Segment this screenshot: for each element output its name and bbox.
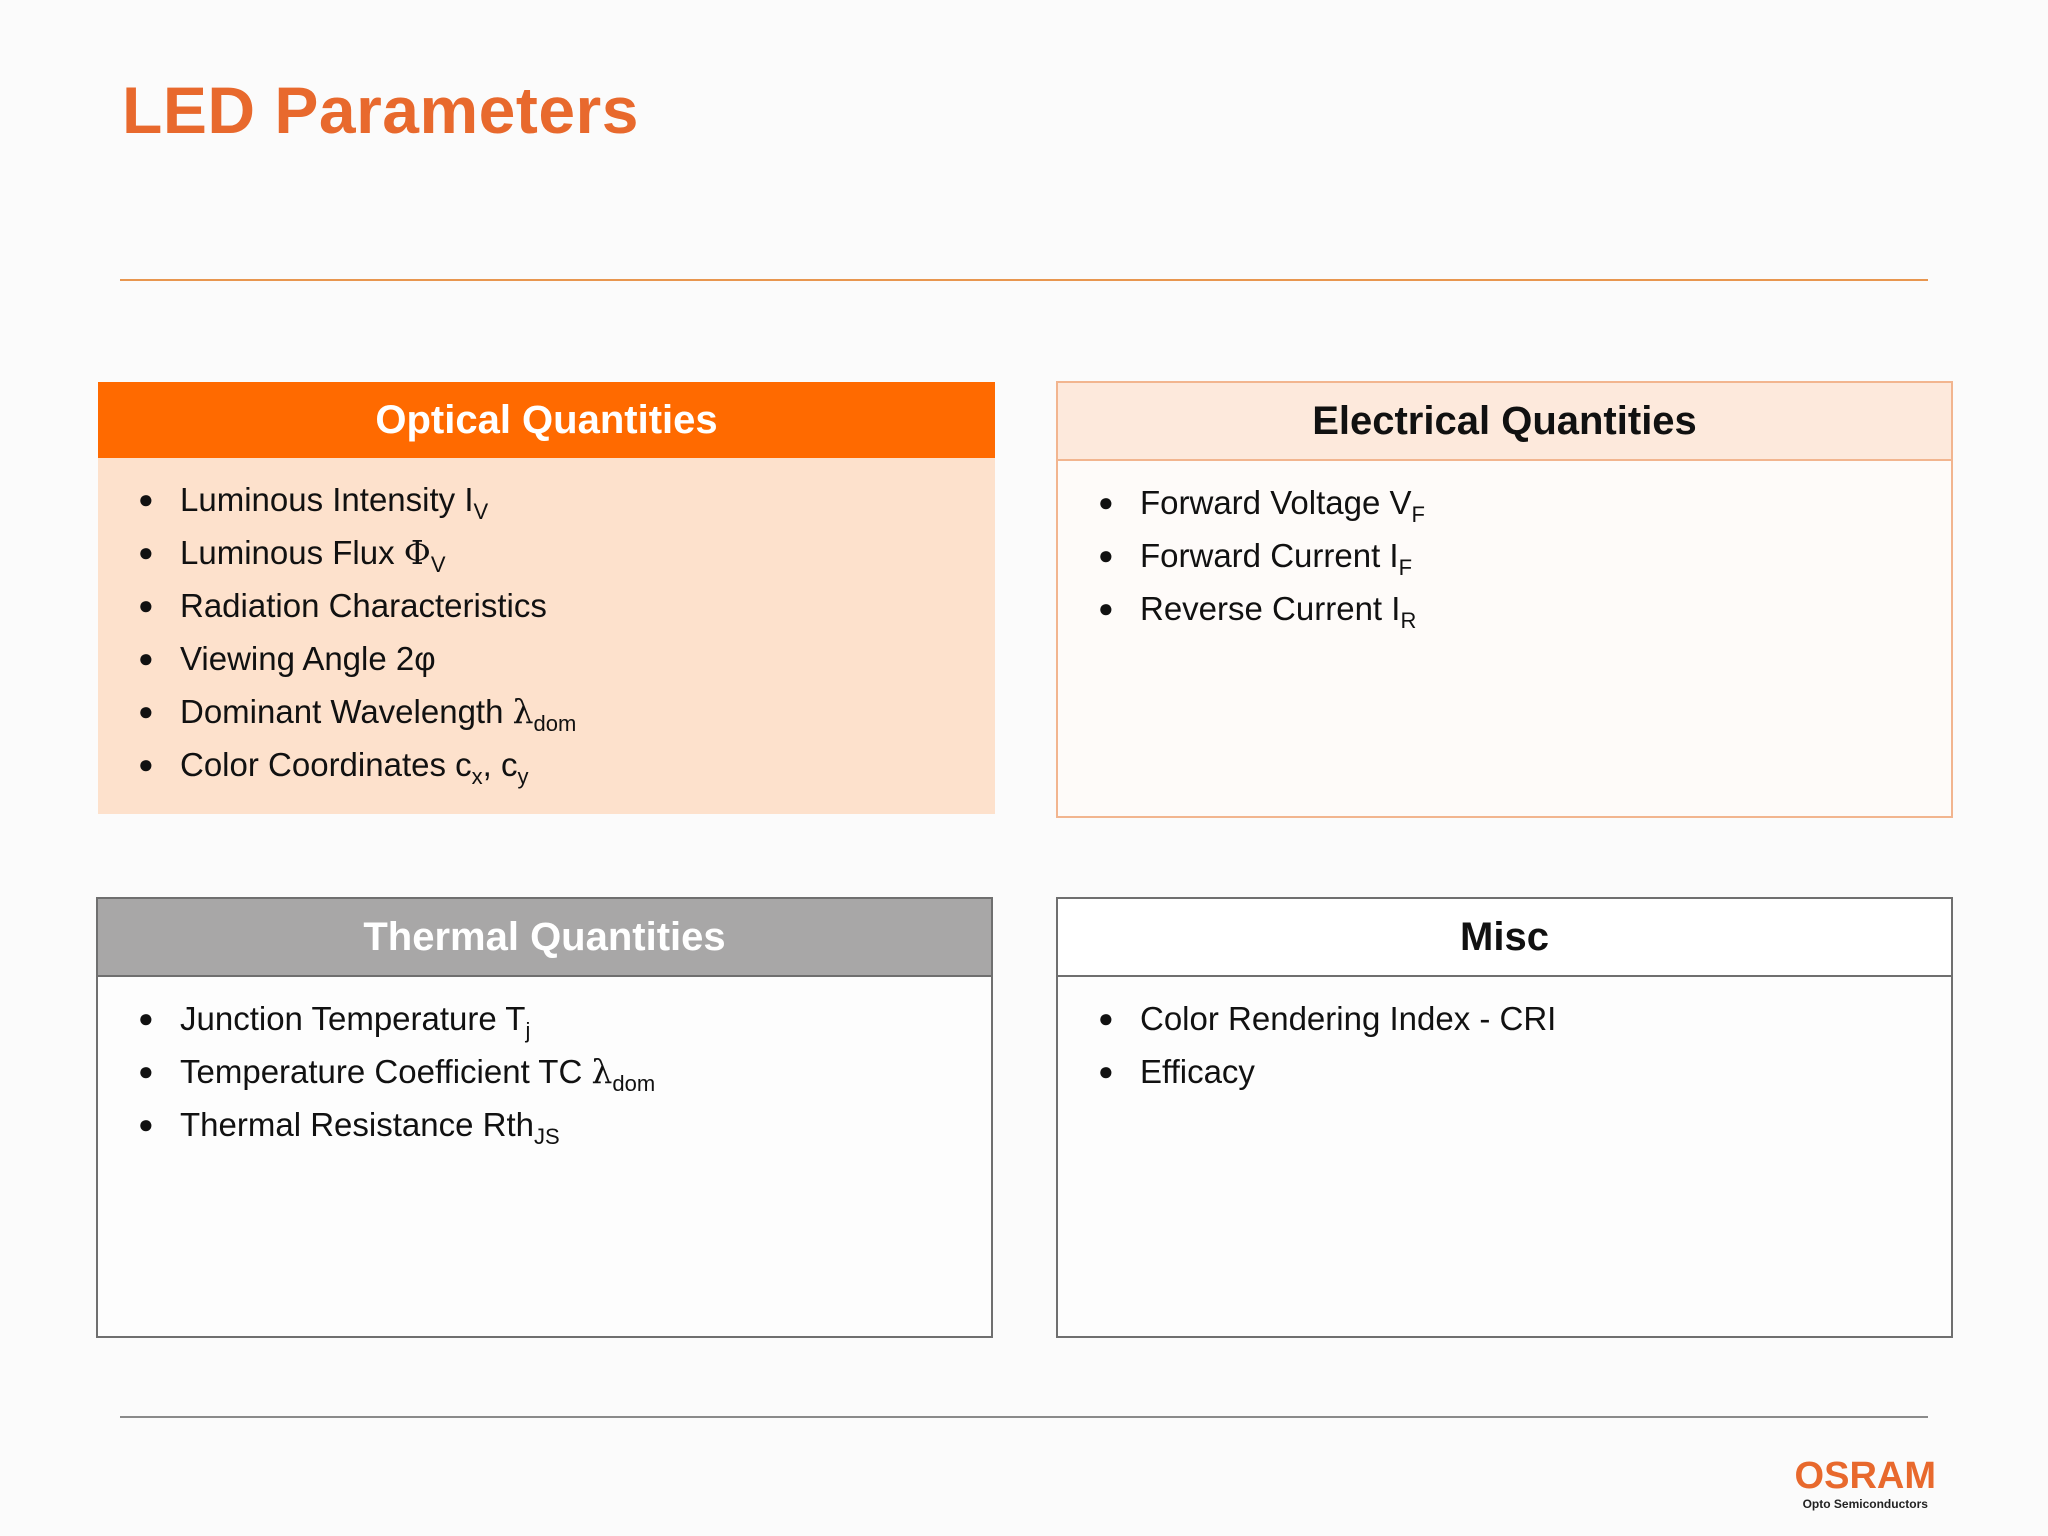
list-item-text: Color Rendering Index - CRI [1140, 1000, 1557, 1037]
bullet-icon: ● [138, 749, 154, 779]
misc-body [1058, 977, 1951, 1098]
list-item [98, 526, 995, 579]
bullet-icon: ● [138, 537, 154, 567]
list-item-text: Reverse Current I [1140, 590, 1401, 627]
list-item [1058, 992, 1951, 1045]
page-title: LED Parameters [122, 73, 639, 147]
list-item-text: Radiation Characteristics [180, 587, 547, 624]
bullet-icon: ● [138, 1056, 154, 1086]
list-item-text: Temperature Coefficient TC [180, 1053, 592, 1090]
list-item [1058, 529, 1951, 582]
list-item-text: Thermal Resistance Rth [180, 1106, 534, 1143]
list-item-sub: F [1398, 555, 1413, 580]
list-item-text: Viewing Angle 2φ [180, 640, 436, 677]
bullet-icon: ● [138, 1109, 154, 1139]
list-item-sub: j [525, 1018, 531, 1043]
list-item-text: Forward Current I [1140, 537, 1399, 574]
list-item [1058, 1045, 1951, 1098]
list-item-sub: dom [533, 711, 577, 736]
bullet-icon: ● [1098, 593, 1114, 623]
list-item-text: Dominant Wavelength [180, 693, 513, 730]
list-item [1058, 476, 1951, 529]
list-item-sub: V [430, 552, 446, 577]
electrical-quantities-body [1058, 461, 1951, 635]
thermal-quantities-heading: Thermal Quantities [98, 899, 991, 977]
optical-quantities-body [98, 458, 995, 814]
list-item [98, 738, 995, 791]
list-item-symbol: λ [512, 692, 534, 731]
list-item-text: Junction Temperature T [180, 1000, 526, 1037]
bullet-icon: ● [138, 643, 154, 673]
list-item [98, 1098, 991, 1151]
list-item [98, 685, 995, 738]
list-item [98, 632, 995, 685]
electrical-quantities-box [1056, 381, 1953, 818]
thermal-quantities-box [96, 897, 993, 1338]
list-item-text: Efficacy [1140, 1053, 1255, 1090]
list-item-text: Luminous Intensity I [180, 481, 474, 518]
misc-list [1058, 992, 1951, 1098]
bullet-icon: ● [1098, 1056, 1114, 1086]
bullet-icon: ● [138, 1003, 154, 1033]
list-item-text: Forward Voltage V [1140, 484, 1412, 521]
electrical-quantities-list [1058, 476, 1951, 635]
list-item-symbol: λ [591, 1052, 613, 1091]
bullet-icon: ● [138, 696, 154, 726]
bullet-icon: ● [138, 484, 154, 514]
list-item-sub: JS [533, 1124, 560, 1149]
thermal-quantities-body [98, 977, 991, 1151]
misc-box [1056, 897, 1953, 1338]
bullet-icon: ● [1098, 1003, 1114, 1033]
list-item [98, 1045, 991, 1098]
electrical-quantities-heading: Electrical Quantities [1058, 383, 1951, 461]
bottom-divider [120, 1416, 1928, 1418]
list-item-text: Color Coordinates c [180, 746, 472, 783]
logo-brand: OSRAM [1794, 1455, 1936, 1497]
top-divider [120, 279, 1928, 281]
optical-quantities-heading: Optical Quantities [98, 382, 995, 458]
list-item-sub: x [471, 764, 483, 789]
optical-quantities-list [98, 473, 995, 791]
list-item-text2: , c [482, 746, 518, 783]
list-item-sub: R [1400, 608, 1417, 633]
list-item-symbol: Φ [403, 533, 431, 572]
list-item-sub: F [1411, 502, 1425, 527]
list-item-sub2: y [517, 764, 529, 789]
bullet-icon: ● [1098, 540, 1114, 570]
list-item [98, 473, 995, 526]
bullet-icon: ● [1098, 487, 1114, 517]
osram-logo [1795, 1456, 1936, 1512]
list-item [98, 992, 991, 1045]
logo-tagline: Opto Semiconductors [1802, 1497, 1928, 1511]
bullet-icon: ● [138, 590, 154, 620]
optical-quantities-box [98, 382, 995, 814]
list-item-text: Luminous Flux [180, 534, 404, 571]
list-item-sub: dom [612, 1071, 656, 1096]
list-item [1058, 582, 1951, 635]
list-item [98, 579, 995, 632]
list-item-sub: V [473, 499, 489, 524]
thermal-quantities-list [98, 992, 991, 1151]
misc-heading: Misc [1058, 899, 1951, 977]
